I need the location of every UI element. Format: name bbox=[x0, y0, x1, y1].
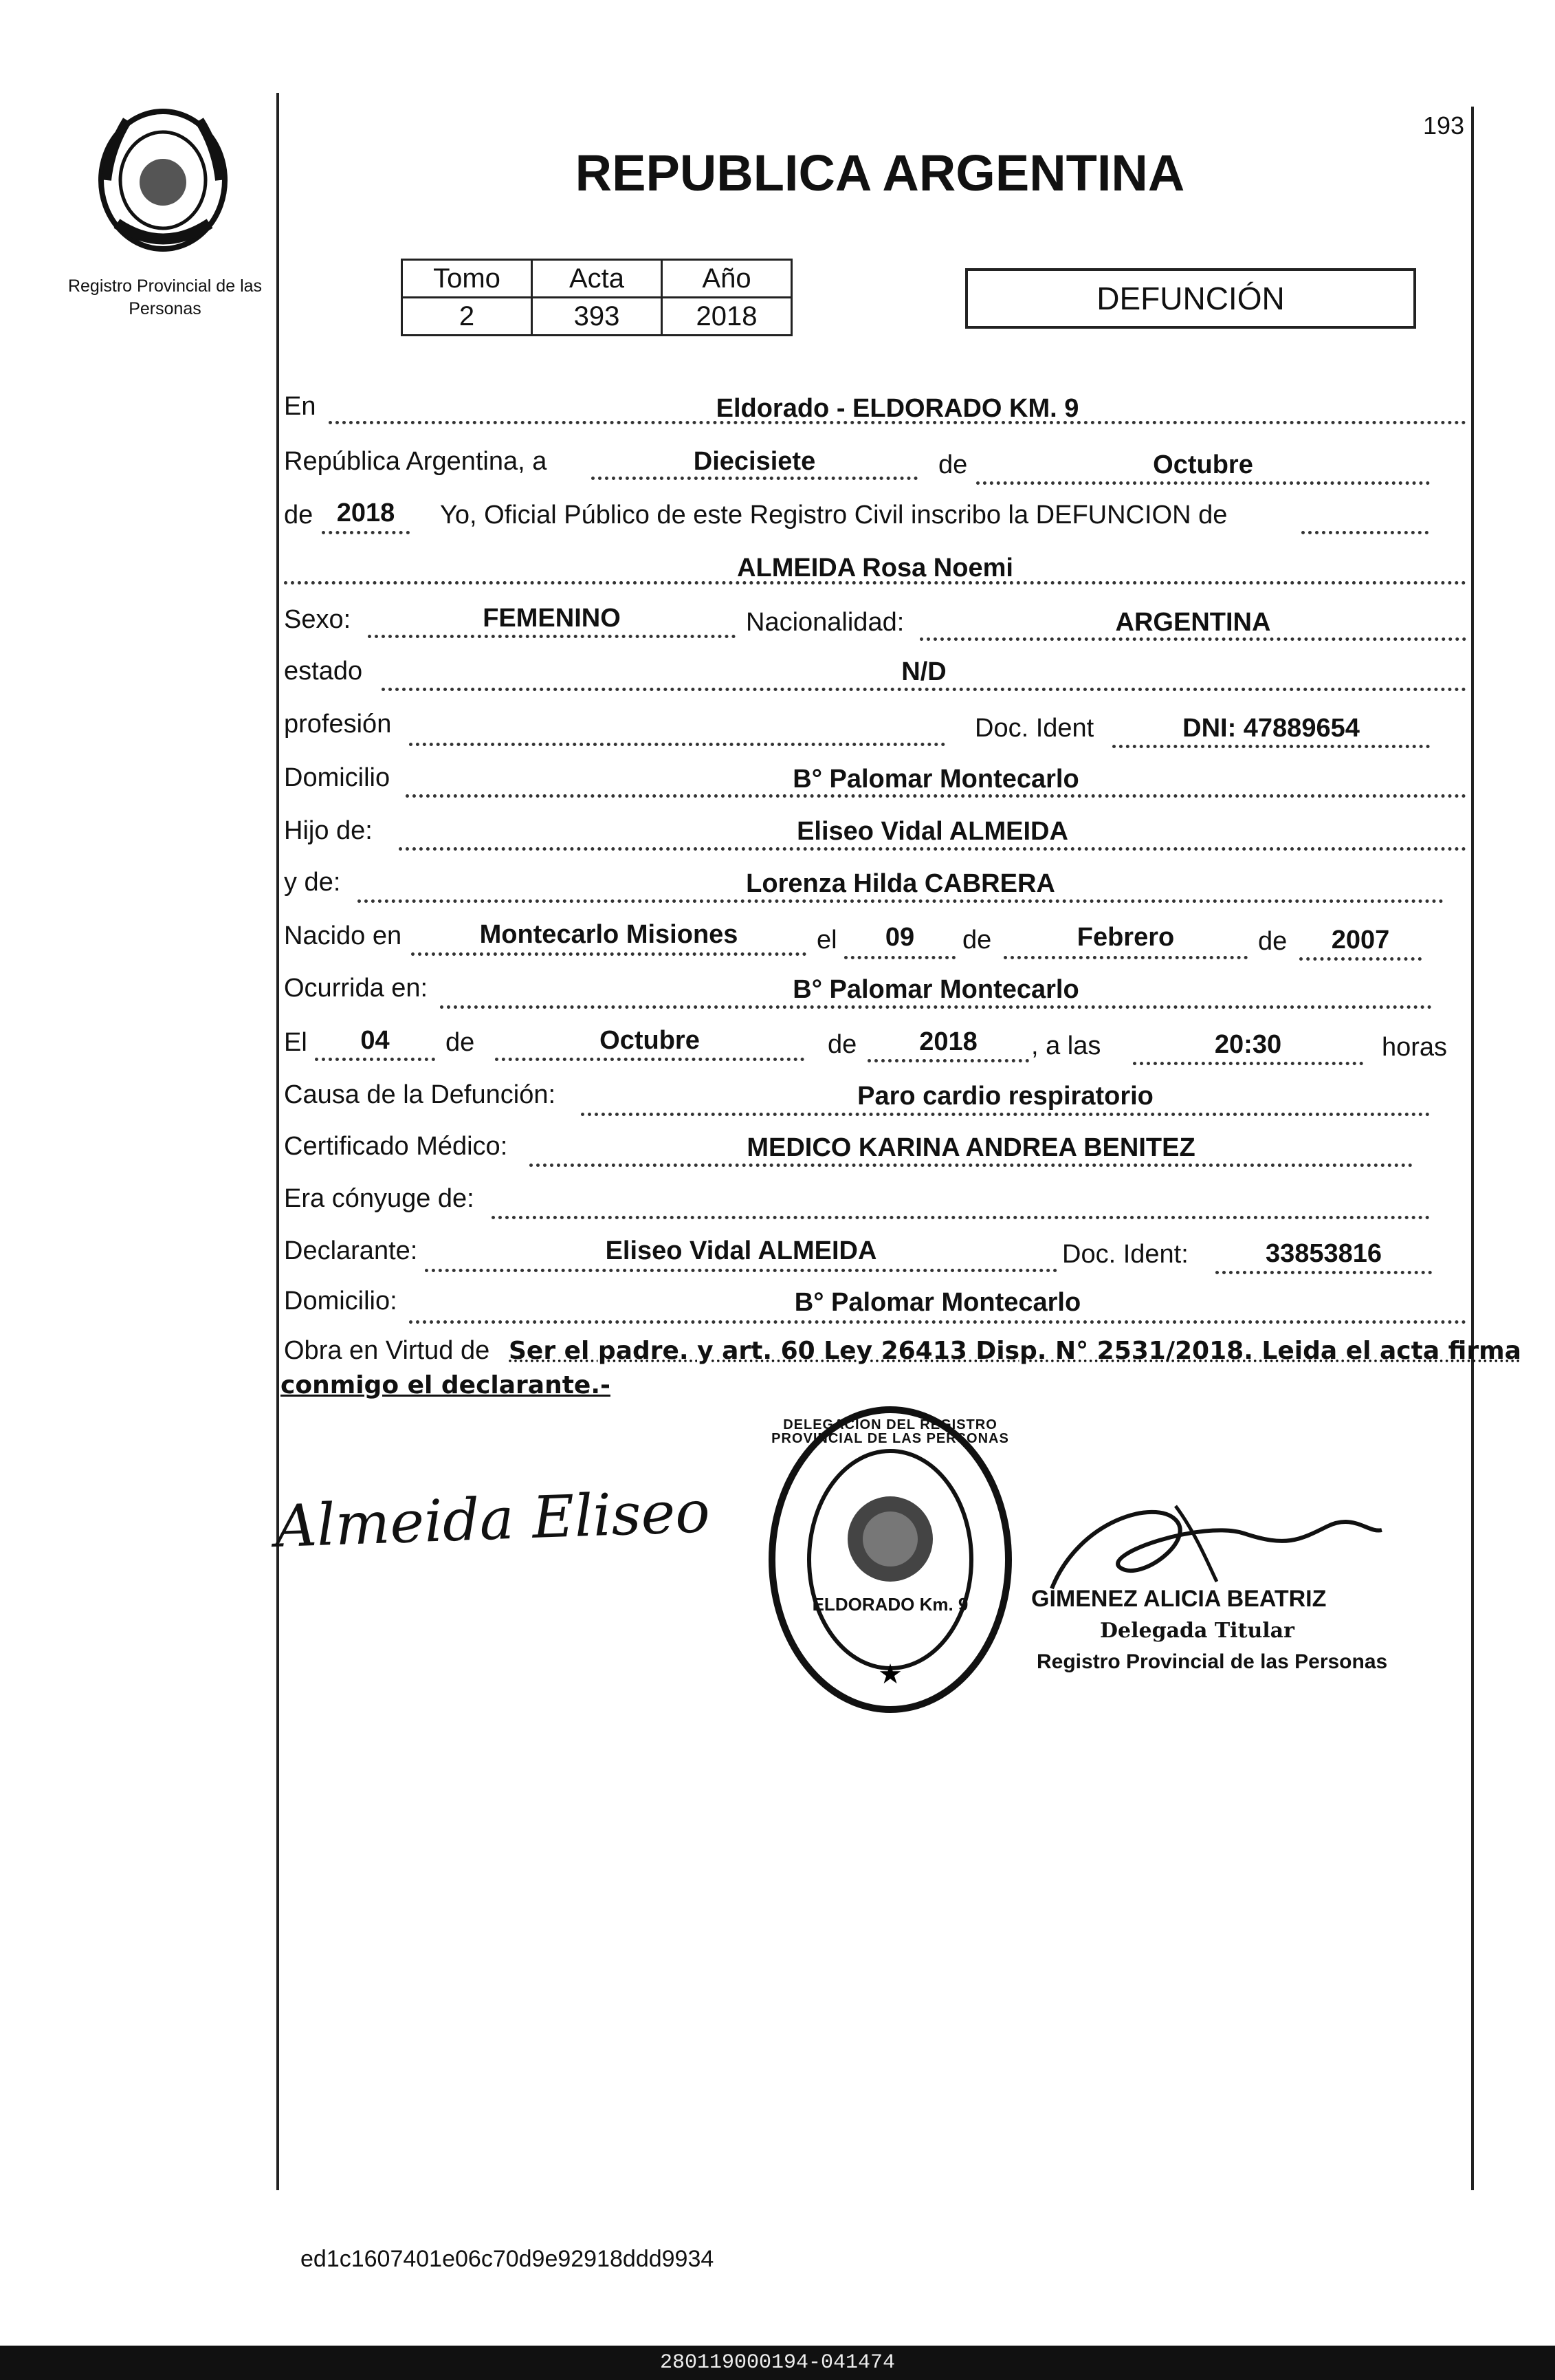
nacido-underline bbox=[411, 952, 806, 956]
nacionalidad-label: Nacionalidad: bbox=[746, 608, 905, 637]
de-label: de bbox=[938, 450, 968, 479]
table-cell: 2 bbox=[402, 298, 532, 336]
birth-year: 2007 bbox=[1331, 926, 1390, 954]
sexo-underline bbox=[368, 635, 736, 638]
ocurrida-label: Ocurrida en: bbox=[284, 974, 428, 1003]
death-year: 2018 bbox=[919, 1027, 978, 1056]
declarante-doc-label: Doc. Ident: bbox=[1062, 1240, 1189, 1269]
right-margin-line bbox=[1471, 107, 1474, 2190]
death-year-underline bbox=[868, 1059, 1029, 1062]
misiones-seal-logo bbox=[89, 107, 237, 254]
official-role: Delegada Titular bbox=[1100, 1619, 1294, 1643]
declarante-label: Declarante: bbox=[284, 1236, 418, 1265]
year-value: 2018 bbox=[336, 499, 395, 527]
domicilio2-label: Domicilio: bbox=[284, 1287, 397, 1315]
conyuge-label: Era cónyuge de: bbox=[284, 1184, 474, 1213]
hijo-value: Eliseo Vidal ALMEIDA bbox=[797, 817, 1068, 846]
page-title: REPUBLICA ARGENTINA bbox=[575, 144, 1185, 201]
declarante-underline bbox=[425, 1269, 1057, 1272]
causa-label: Causa de la Defunción: bbox=[284, 1080, 556, 1109]
el-cap-label: El bbox=[284, 1028, 307, 1057]
official-name: GIMENEZ ALICIA BEATRIZ bbox=[1031, 1586, 1327, 1612]
birth-month: Febrero bbox=[1077, 923, 1175, 952]
day-value: Diecisiete bbox=[693, 447, 816, 476]
declarante-doc-underline bbox=[1215, 1271, 1432, 1274]
certificado-label: Certificado Médico: bbox=[284, 1132, 508, 1161]
de-death-year-label: de bbox=[828, 1030, 857, 1059]
horas-label: horas bbox=[1382, 1033, 1448, 1062]
domicilio2-underline bbox=[409, 1320, 1466, 1324]
doc-ident-label: Doc. Ident bbox=[975, 714, 1094, 743]
domicilio-value: B° Palomar Montecarlo bbox=[793, 765, 1079, 794]
page-number: 193 bbox=[1423, 111, 1465, 140]
death-time-underline bbox=[1133, 1062, 1363, 1065]
registry-table bbox=[401, 259, 793, 336]
estado-label: estado bbox=[284, 657, 363, 686]
day-underline bbox=[591, 477, 918, 480]
certificado-underline bbox=[529, 1164, 1413, 1167]
nacido-label: Nacido en bbox=[284, 921, 402, 950]
month-underline bbox=[976, 481, 1430, 485]
birth-day-underline bbox=[844, 956, 956, 959]
nacionalidad-underline bbox=[920, 637, 1466, 641]
birth-month-underline bbox=[1004, 956, 1248, 959]
official-registry: Registro Provincial de las Personas bbox=[1037, 1650, 1388, 1673]
svg-text:★: ★ bbox=[878, 1659, 903, 1690]
table-header: Tomo bbox=[402, 260, 532, 298]
death-time: 20:30 bbox=[1214, 1030, 1282, 1059]
domicilio2-value: B° Palomar Montecarlo bbox=[794, 1288, 1081, 1317]
declarante-doc-value: 33853816 bbox=[1265, 1239, 1382, 1268]
death-month: Octubre bbox=[599, 1026, 700, 1055]
year-underline bbox=[322, 531, 410, 534]
nacido-value: Montecarlo Misiones bbox=[479, 920, 738, 949]
death-month-underline bbox=[495, 1058, 804, 1061]
ocurrida-value: B° Palomar Montecarlo bbox=[793, 975, 1079, 1004]
en-value: Eldorado - ELDORADO KM. 9 bbox=[716, 394, 1079, 423]
nacionalidad-value: ARGENTINA bbox=[1115, 608, 1271, 637]
left-margin-line bbox=[276, 93, 279, 2190]
republica-label: República Argentina, a bbox=[284, 447, 547, 476]
domicilio-label: Domicilio bbox=[284, 763, 390, 792]
estado-underline bbox=[382, 688, 1466, 691]
yde-value: Lorenza Hilda CABRERA bbox=[746, 869, 1055, 898]
table-header: Acta bbox=[532, 260, 662, 298]
birth-day: 09 bbox=[885, 923, 915, 952]
death-day: 04 bbox=[360, 1026, 390, 1055]
de-birth-year-label: de bbox=[1258, 927, 1288, 956]
sexo-value: FEMENINO bbox=[483, 604, 621, 633]
yde-underline bbox=[357, 899, 1444, 903]
doc-ident-underline bbox=[1112, 745, 1430, 748]
obra-label: Obra en Virtud de bbox=[284, 1336, 490, 1365]
birth-year-underline bbox=[1299, 957, 1422, 961]
ocurrida-underline bbox=[440, 1005, 1432, 1009]
registry-name: Registro Provincial de las Personas bbox=[67, 276, 263, 318]
official-stamp bbox=[763, 1401, 1017, 1718]
obra-value-line1: Ser el padre. y art. 60 Ley 26413 Disp. N° 2531/2018. Leida el acta firma bbox=[509, 1337, 1521, 1365]
causa-value: Paro cardio respiratorio bbox=[857, 1082, 1154, 1111]
declarant-signature: Almeida Eliseo bbox=[274, 1477, 712, 1561]
en-label: En bbox=[284, 392, 316, 421]
de-year-label: de bbox=[284, 501, 313, 530]
table-cell: 393 bbox=[532, 298, 662, 336]
table-cell: 2018 bbox=[662, 298, 792, 336]
causa-underline bbox=[581, 1113, 1430, 1116]
stamp-ring-text: DELEGACION DEL REGISTRO PROVINCIAL DE LAS PERSONAS bbox=[771, 1417, 1009, 1446]
de-death-label: de bbox=[445, 1028, 475, 1057]
statement-text: Yo, Oficial Público de este Registro Civil inscribo la DEFUNCION de bbox=[440, 501, 1228, 530]
hijo-underline bbox=[399, 847, 1466, 851]
document-hash: ed1c1607401e06c70d9e92918ddd9934 bbox=[300, 2246, 714, 2272]
table-header: Año bbox=[662, 260, 792, 298]
sexo-label: Sexo: bbox=[284, 605, 351, 634]
alas-label: , a las bbox=[1031, 1031, 1101, 1060]
domicilio-underline bbox=[406, 794, 1466, 798]
footer-code: 280119000194-041474 bbox=[0, 2346, 1555, 2380]
hijo-label: Hijo de: bbox=[284, 816, 373, 845]
conyuge-underline bbox=[492, 1216, 1430, 1219]
act-type-box: DEFUNCIÓN bbox=[965, 268, 1416, 329]
obra-value-line2: conmigo el declarante.- bbox=[280, 1371, 610, 1399]
month-value: Octubre bbox=[1153, 450, 1253, 479]
declarante-value: Eliseo Vidal ALMEIDA bbox=[605, 1236, 877, 1265]
certificado-value: MEDICO KARINA ANDREA BENITEZ bbox=[747, 1133, 1195, 1162]
doc-ident-value: DNI: 47889654 bbox=[1182, 714, 1360, 743]
death-day-underline bbox=[315, 1058, 435, 1061]
estado-value: N/D bbox=[901, 657, 947, 686]
deceased-name: ALMEIDA Rosa Noemi bbox=[737, 554, 1013, 582]
stamp-inner-text: ELDORADO Km. 9 bbox=[812, 1594, 969, 1615]
el-label: el bbox=[817, 926, 837, 954]
yde-label: y de: bbox=[284, 868, 341, 897]
statement-underline bbox=[1301, 531, 1429, 534]
profesion-underline bbox=[409, 743, 945, 746]
de-birth-label: de bbox=[962, 926, 992, 954]
profesion-label: profesión bbox=[284, 710, 392, 739]
